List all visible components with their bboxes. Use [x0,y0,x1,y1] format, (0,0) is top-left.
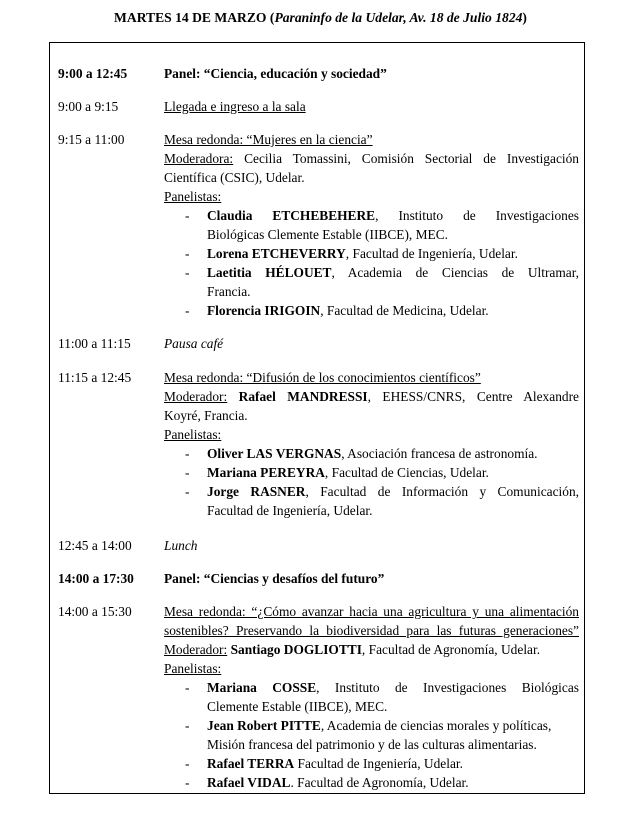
session-title: Mesa redonda: “Difusión de los conocimientos científicos” [164,370,481,385]
panelist-affiliation: , Facultad de Ciencias, Udelar. [324,465,489,480]
panelist-affiliation: Facultad de Ingeniería, Udelar. [294,756,463,771]
panel-title: Panel: “Ciencias y desafíos del futuro” [164,571,385,586]
panelist-name: Jorge RASNER [207,484,306,499]
panelist-affiliation: . Facultad de Agronomía, Udelar. [290,775,469,790]
bullet-dash: - [185,775,190,790]
moderator-name: Santiago DOGLIOTTI [230,642,362,657]
panelist-name: Jean Robert PITTE [207,718,321,733]
session-title: Lunch [164,538,198,553]
panelists-label: Panelistas: [164,427,222,442]
bullet-dash: - [185,265,190,280]
panel-title: Panel: “Ciencia, educación y sociedad” [164,66,387,81]
panelist-affiliation: , Academia de Ciencias de Ultramar, [331,265,580,280]
moderator-label: Moderador: [164,642,228,657]
panelist-name: Rafael VIDAL [207,775,291,790]
panelist-item [164,463,579,482]
panelist-affiliation: , Facultad de Información y Comunicación, [305,484,579,499]
bullet-dash: - [185,446,190,461]
moderator-text: Cecilia Tomassini, Comisión Sectorial de Investigación [244,151,579,166]
time-slot: 14:00 a 17:30 [58,571,134,586]
moderator-line-cont: Koyré, Francia. [164,408,248,423]
panelist-item [164,482,579,520]
moderator-text: , Facultad de Agronomía, Udelar. [361,642,541,657]
time-slot: 14:00 a 15:30 [58,604,132,619]
session-title: Mesa redonda: “¿Cómo avanzar hacia una agricultura y una alimentación [164,604,579,619]
panelist-affiliation-cont: Francia. [207,284,251,299]
panelist-item [164,716,579,754]
page-title: MARTES 14 DE MARZO (Paraninfo de la Udelar, Av. 18 de Julio 1824) [114,10,527,25]
panelist-item [164,244,579,263]
panelist-name: Mariana PEREYRA [207,465,325,480]
panelist-affiliation-cont: Misión francesa del patrimonio y de las culturas alimentarias. [207,737,537,752]
time-slot: 12:45 a 14:00 [58,538,132,553]
panelist-name: Claudia ETCHEBEHERE [207,208,376,223]
panelist-affiliation: , Asociación francesa de astronomía. [341,446,538,461]
time-slot: 11:00 a 11:15 [58,336,131,351]
session-title-cont: sostenibles? Preservando la biodiversidad para las futuras generaciones” [164,623,579,638]
bullet-dash: - [185,680,190,695]
panelist-name: Laetitia HÉLOUET [207,265,332,280]
moderator-line [164,640,579,659]
panelist-affiliation: , Instituto de Investigaciones [375,208,579,223]
panelist-item [164,263,579,301]
panelist-affiliation: , Instituto de Investigaciones Biológicas [316,680,579,695]
time-slot: 11:15 a 12:45 [58,370,132,385]
panelist-name: Rafael TERRA [207,756,295,771]
moderator-line [164,149,579,168]
time-slot: 9:15 a 11:00 [58,132,125,147]
bullet-dash: - [185,208,190,223]
panelist-affiliation-cont: Biológicas Clemente Estable (IIBCE), MEC. [207,227,448,242]
panelist-item [164,301,579,320]
bullet-dash: - [185,246,190,261]
moderator-label: Moderador: [164,389,228,404]
time-slot: 9:00 a 9:15 [58,99,119,114]
bullet-dash: - [185,303,190,318]
panelist-name: Florencia IRIGOIN [207,303,321,318]
panelist-affiliation: , Academia de ciencias morales y políticas, [320,718,552,733]
panelist-item [164,678,579,716]
panelist-affiliation: , Facultad de Ingeniería, Udelar. [345,246,518,261]
panelist-name: Lorena ETCHEVERRY [207,246,346,261]
location-label: Paraninfo de la Udelar, Av. 18 de Julio 1824 [274,10,523,25]
session-title: Llegada e ingreso a la sala [164,99,306,114]
bullet-dash: - [185,756,190,771]
bullet-dash: - [185,718,190,733]
panelist-affiliation-cont: Clemente Estable (IIBCE), MEC. [207,699,388,714]
time-slot: 9:00 a 12:45 [58,66,128,81]
panelist-item [164,206,579,244]
schedule-table [49,42,585,794]
bullet-dash: - [185,465,190,480]
session-title: Mesa redonda: “Mujeres en la ciencia” [164,132,373,147]
day-label: MARTES 14 DE MARZO [114,10,267,25]
panelist-affiliation: , Facultad de Medicina, Udelar. [320,303,489,318]
panelists-label: Panelistas: [164,661,222,676]
session-title: Pausa café [164,336,224,351]
moderator-line-cont: Científica (CSIC), Udelar. [164,170,305,185]
panelist-name: Mariana COSSE [207,680,317,695]
panelist-affiliation-cont: Facultad de Ingeniería, Udelar. [207,503,373,518]
bullet-dash: - [185,484,190,499]
panelist-name: Oliver LAS VERGNAS [207,446,342,461]
moderator-name: Rafael MANDRESSI [238,389,368,404]
panelists-label: Panelistas: [164,189,222,204]
moderator-label: Moderadora: [164,151,234,166]
moderator-text: , EHESS/CNRS, Centre Alexandre [367,389,579,404]
moderator-line [164,387,579,406]
panelist-item [164,773,579,792]
panelist-item [164,754,579,773]
panelist-item [164,444,579,463]
